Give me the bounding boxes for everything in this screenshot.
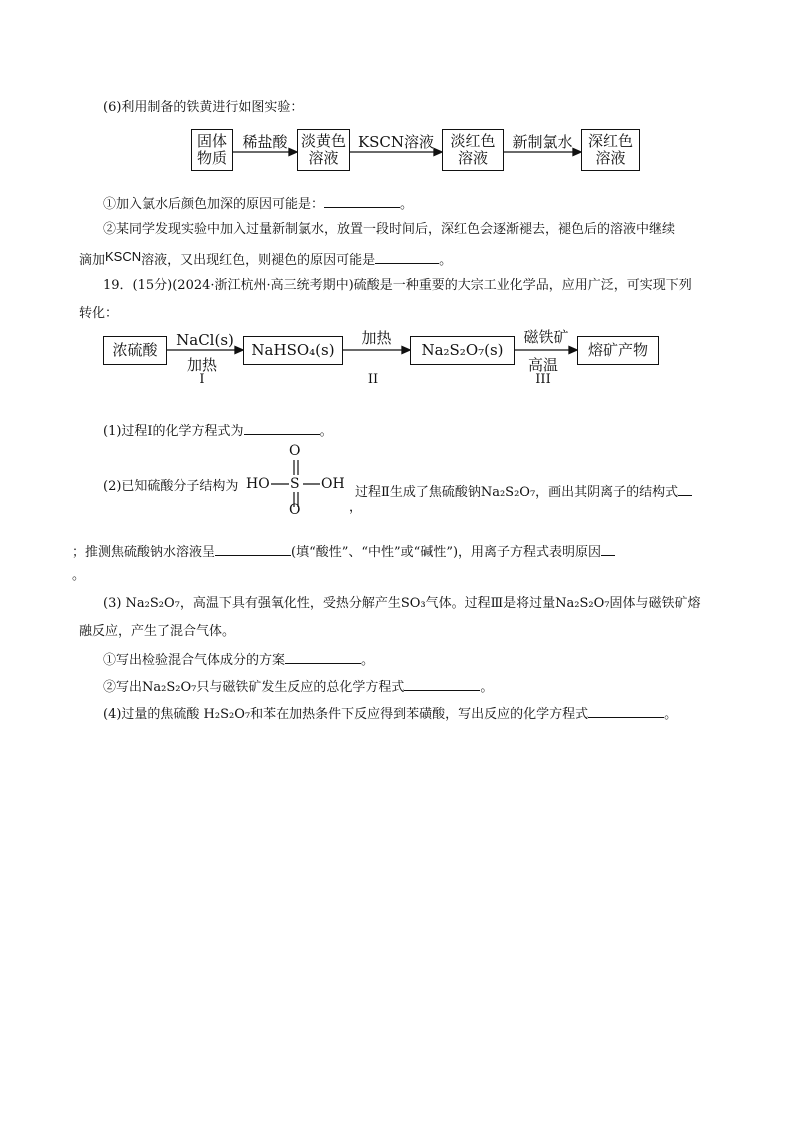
flow1-arrow3-label: 新制氯水	[512, 133, 573, 151]
box-text: 淡红色	[450, 132, 496, 150]
flow2-arrow3-roman: III	[535, 372, 551, 387]
text: (填“酸性”、“中性”或“碱性”)，用离子方程式表明原因	[291, 545, 602, 560]
q19-part2-line2	[72, 541, 615, 562]
box-text: 溶液	[308, 149, 339, 167]
punct: 。	[664, 707, 678, 722]
flow2-box-na2s2o7: Na₂S₂O₇(s)	[410, 336, 515, 365]
q19-part2-b	[355, 481, 692, 502]
answer-blank[interactable]	[285, 649, 361, 664]
punct: 。	[319, 424, 333, 439]
struct-s: S	[290, 476, 300, 492]
punct: 。	[361, 653, 375, 668]
flow2-box-conc-h2so4: 浓硫酸	[103, 336, 167, 365]
flow1-arrow1-label: 稀盐酸	[242, 133, 288, 151]
q19-part3-line2: 融反应，产生了混合气体。	[79, 624, 236, 639]
struct-o-top: O	[289, 443, 301, 459]
answer-blank[interactable]	[404, 676, 480, 691]
q19-part3-sub2	[103, 676, 493, 697]
punct: 。	[480, 680, 494, 695]
kscn-text: KSCN	[105, 249, 142, 264]
text: 滴加	[79, 253, 106, 268]
flow2-arrow2-roman: II	[367, 372, 379, 387]
text: (4)过量的焦硫酸 H₂S₂O₇和苯在加热条件下反应得到苯磺酸，写出反应的化学方程式	[103, 707, 589, 722]
box-text: 溶液	[595, 149, 626, 167]
box-text: 深红色	[587, 132, 633, 150]
q19-intro-line2: 转化：	[79, 306, 119, 321]
flow2-arrow3-top: 磁铁矿	[523, 328, 569, 346]
q6-sub2-line1: ②某同学发现实验中加入过量新制氯水，放置一段时间后，深红色会逐渐褪去，褪色后的溶液中继续	[103, 222, 676, 237]
text: ；推测焦硫酸钠水溶液呈	[72, 545, 216, 560]
flow2-arrow1-bottom: 加热	[186, 356, 217, 374]
q19-part3-line1: (3) Na₂S₂O₇，高温下具有强氧化性，受热分解产生SO₃气体。过程Ⅲ是将过量Na₂S₂O₇固体与磁铁矿熔	[103, 596, 701, 611]
text: (1)过程Ⅰ的化学方程式为	[103, 424, 244, 439]
punct: 。	[400, 197, 414, 212]
box-text: 溶液	[457, 149, 488, 167]
q6-title: (6)利用制备的铁黄进行如图实验：	[103, 100, 304, 115]
flow2-arrow1-top: NaCl(s)	[176, 331, 234, 349]
flow2-arrow3-bottom: 高温	[527, 356, 558, 374]
flow2-arrow1-roman: I	[199, 372, 205, 387]
flow2-arrow2-top: 加热	[361, 329, 392, 347]
punct: 。	[439, 253, 453, 268]
answer-blank[interactable]	[601, 541, 615, 556]
box-text: 淡黄色	[300, 132, 346, 150]
text: 溶液，又出现红色，则褪色的原因可能是	[141, 253, 376, 268]
q19-part4	[103, 703, 677, 724]
flow1-arrow2-label: KSCN溶液	[357, 133, 435, 151]
q19-intro-line1: 19．(15分)(2024·浙江杭州·高三统考期中)硫酸是一种重要的大宗工业化学品，应用广泛，可实现下列	[103, 278, 692, 293]
answer-blank[interactable]	[678, 481, 692, 496]
q19-part2-a: (2)已知硫酸分子结构为	[103, 479, 239, 494]
answer-blank[interactable]	[215, 541, 291, 556]
struct-ho: HO	[246, 476, 270, 492]
box-text: 固体	[196, 132, 227, 150]
answer-blank[interactable]	[588, 703, 664, 718]
text: ②写出Na₂S₂O₇只与磁铁矿发生反应的总化学方程式	[103, 680, 405, 695]
q19-part2-line3: 。	[72, 568, 86, 583]
q19-part2-comma: ，	[349, 500, 363, 515]
struct-oh: OH	[321, 476, 345, 492]
text: 过程Ⅱ生成了焦硫酸钠Na₂S₂O₇，画出其阴离子的结构式	[355, 485, 679, 500]
q19-part3-sub1	[103, 649, 374, 670]
text: ①写出检验混合气体成分的方案	[103, 653, 286, 668]
flow2-box-nahso4: NaHSO₄(s)	[243, 336, 343, 365]
q6-sub1-text: ①加入氯水后颜色加深的原因可能是：	[103, 197, 325, 212]
flow2-box-product: 熔矿产物	[577, 336, 659, 365]
struct-o-bottom: O	[289, 502, 301, 518]
box-text: 物质	[196, 149, 227, 167]
